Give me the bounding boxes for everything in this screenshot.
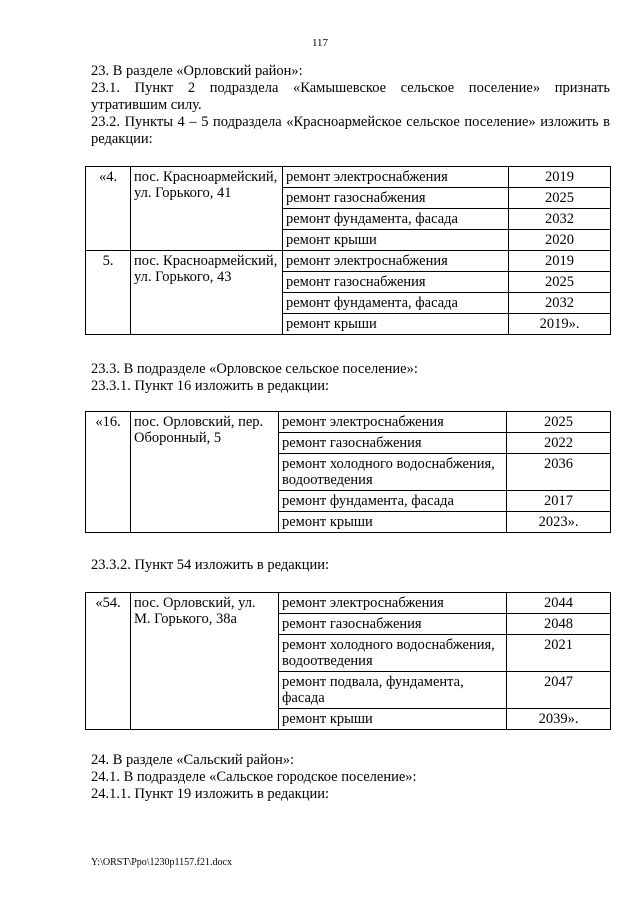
year-cell: 2047 — [507, 672, 611, 709]
paragraph-24-1: 24.1. В подразделе «Сальское городское поселение»: — [91, 769, 417, 785]
item-number-cell: «54. — [86, 593, 131, 730]
work-cell: ремонт газоснабжения — [283, 188, 509, 209]
year-cell: 2020 — [509, 230, 611, 251]
item-number-cell: «4. — [86, 167, 131, 251]
paragraph-24-1-1: 24.1.1. Пункт 19 изложить в редакции: — [91, 786, 330, 802]
paragraph-23-3: 23.3. В подразделе «Орловское сельское поселение»: — [91, 361, 418, 377]
table-point-16 — [85, 411, 611, 533]
year-cell: 2032 — [509, 209, 611, 230]
paragraph-23-3-1: 23.3.1. Пункт 16 изложить в редакции: — [91, 378, 330, 394]
work-cell: ремонт газоснабжения — [283, 272, 509, 293]
paragraph-23-1: 23.1. Пункт 2 подраздела «Камышевское сельское поселение» признать утратившим силу. — [91, 80, 610, 113]
table-row — [86, 412, 611, 433]
year-cell: 2022 — [507, 433, 611, 454]
work-cell: ремонт электроснабжения — [283, 251, 509, 272]
work-cell: ремонт фундамента, фасада — [283, 293, 509, 314]
table-row — [86, 251, 611, 272]
year-cell: 2021 — [507, 635, 611, 672]
table-row — [86, 593, 611, 614]
work-cell: ремонт электроснабжения — [283, 167, 509, 188]
address-cell: пос. Красноармейский, ул. Горького, 43 — [131, 251, 283, 335]
year-cell: 2036 — [507, 454, 611, 491]
year-cell: 2025 — [509, 272, 611, 293]
table-point-54 — [85, 592, 611, 730]
section-24-heading: 24. В разделе «Сальский район»: — [91, 752, 294, 768]
section-23-heading: 23. В разделе «Орловский район»: — [91, 63, 303, 79]
file-path-footer: Y:\ORST\Ppo\1230p1157.f21.docx — [91, 857, 232, 868]
address-cell: пос. Орловский, пер. Оборонный, 5 — [131, 412, 279, 533]
table-krasnoarmeyskoe — [85, 166, 611, 335]
work-cell: ремонт крыши — [283, 314, 509, 335]
year-cell: 2019». — [509, 314, 611, 335]
work-cell: ремонт холодного водоснабжения, водоотведения — [279, 635, 507, 672]
item-number-cell: 5. — [86, 251, 131, 335]
year-cell: 2039». — [507, 709, 611, 730]
year-cell: 2017 — [507, 491, 611, 512]
table-row — [86, 167, 611, 188]
year-cell: 2025 — [507, 412, 611, 433]
address-cell: пос. Орловский, ул. М. Горького, 38а — [131, 593, 279, 730]
work-cell: ремонт фундамента, фасада — [279, 491, 507, 512]
page-number: 117 — [311, 37, 329, 49]
work-cell: ремонт фундамента, фасада — [283, 209, 509, 230]
work-cell: ремонт подвала, фундамента, фасада — [279, 672, 507, 709]
paragraph-23-2: 23.2. Пункты 4 – 5 подраздела «Красноармейское сельское поселение» изложить в редакции: — [91, 114, 610, 147]
work-cell: ремонт газоснабжения — [279, 614, 507, 635]
year-cell: 2025 — [509, 188, 611, 209]
year-cell: 2019 — [509, 251, 611, 272]
work-cell: ремонт крыши — [279, 709, 507, 730]
work-cell: ремонт электроснабжения — [279, 593, 507, 614]
year-cell: 2032 — [509, 293, 611, 314]
work-cell: ремонт холодного водоснабжения, водоотведения — [279, 454, 507, 491]
year-cell: 2019 — [509, 167, 611, 188]
year-cell: 2044 — [507, 593, 611, 614]
item-number-cell: «16. — [86, 412, 131, 533]
paragraph-23-3-2: 23.3.2. Пункт 54 изложить в редакции: — [91, 557, 330, 573]
year-cell: 2048 — [507, 614, 611, 635]
address-cell: пос. Красноармейский, ул. Горького, 41 — [131, 167, 283, 251]
work-cell: ремонт крыши — [279, 512, 507, 533]
work-cell: ремонт газоснабжения — [279, 433, 507, 454]
year-cell: 2023». — [507, 512, 611, 533]
work-cell: ремонт крыши — [283, 230, 509, 251]
work-cell: ремонт электроснабжения — [279, 412, 507, 433]
